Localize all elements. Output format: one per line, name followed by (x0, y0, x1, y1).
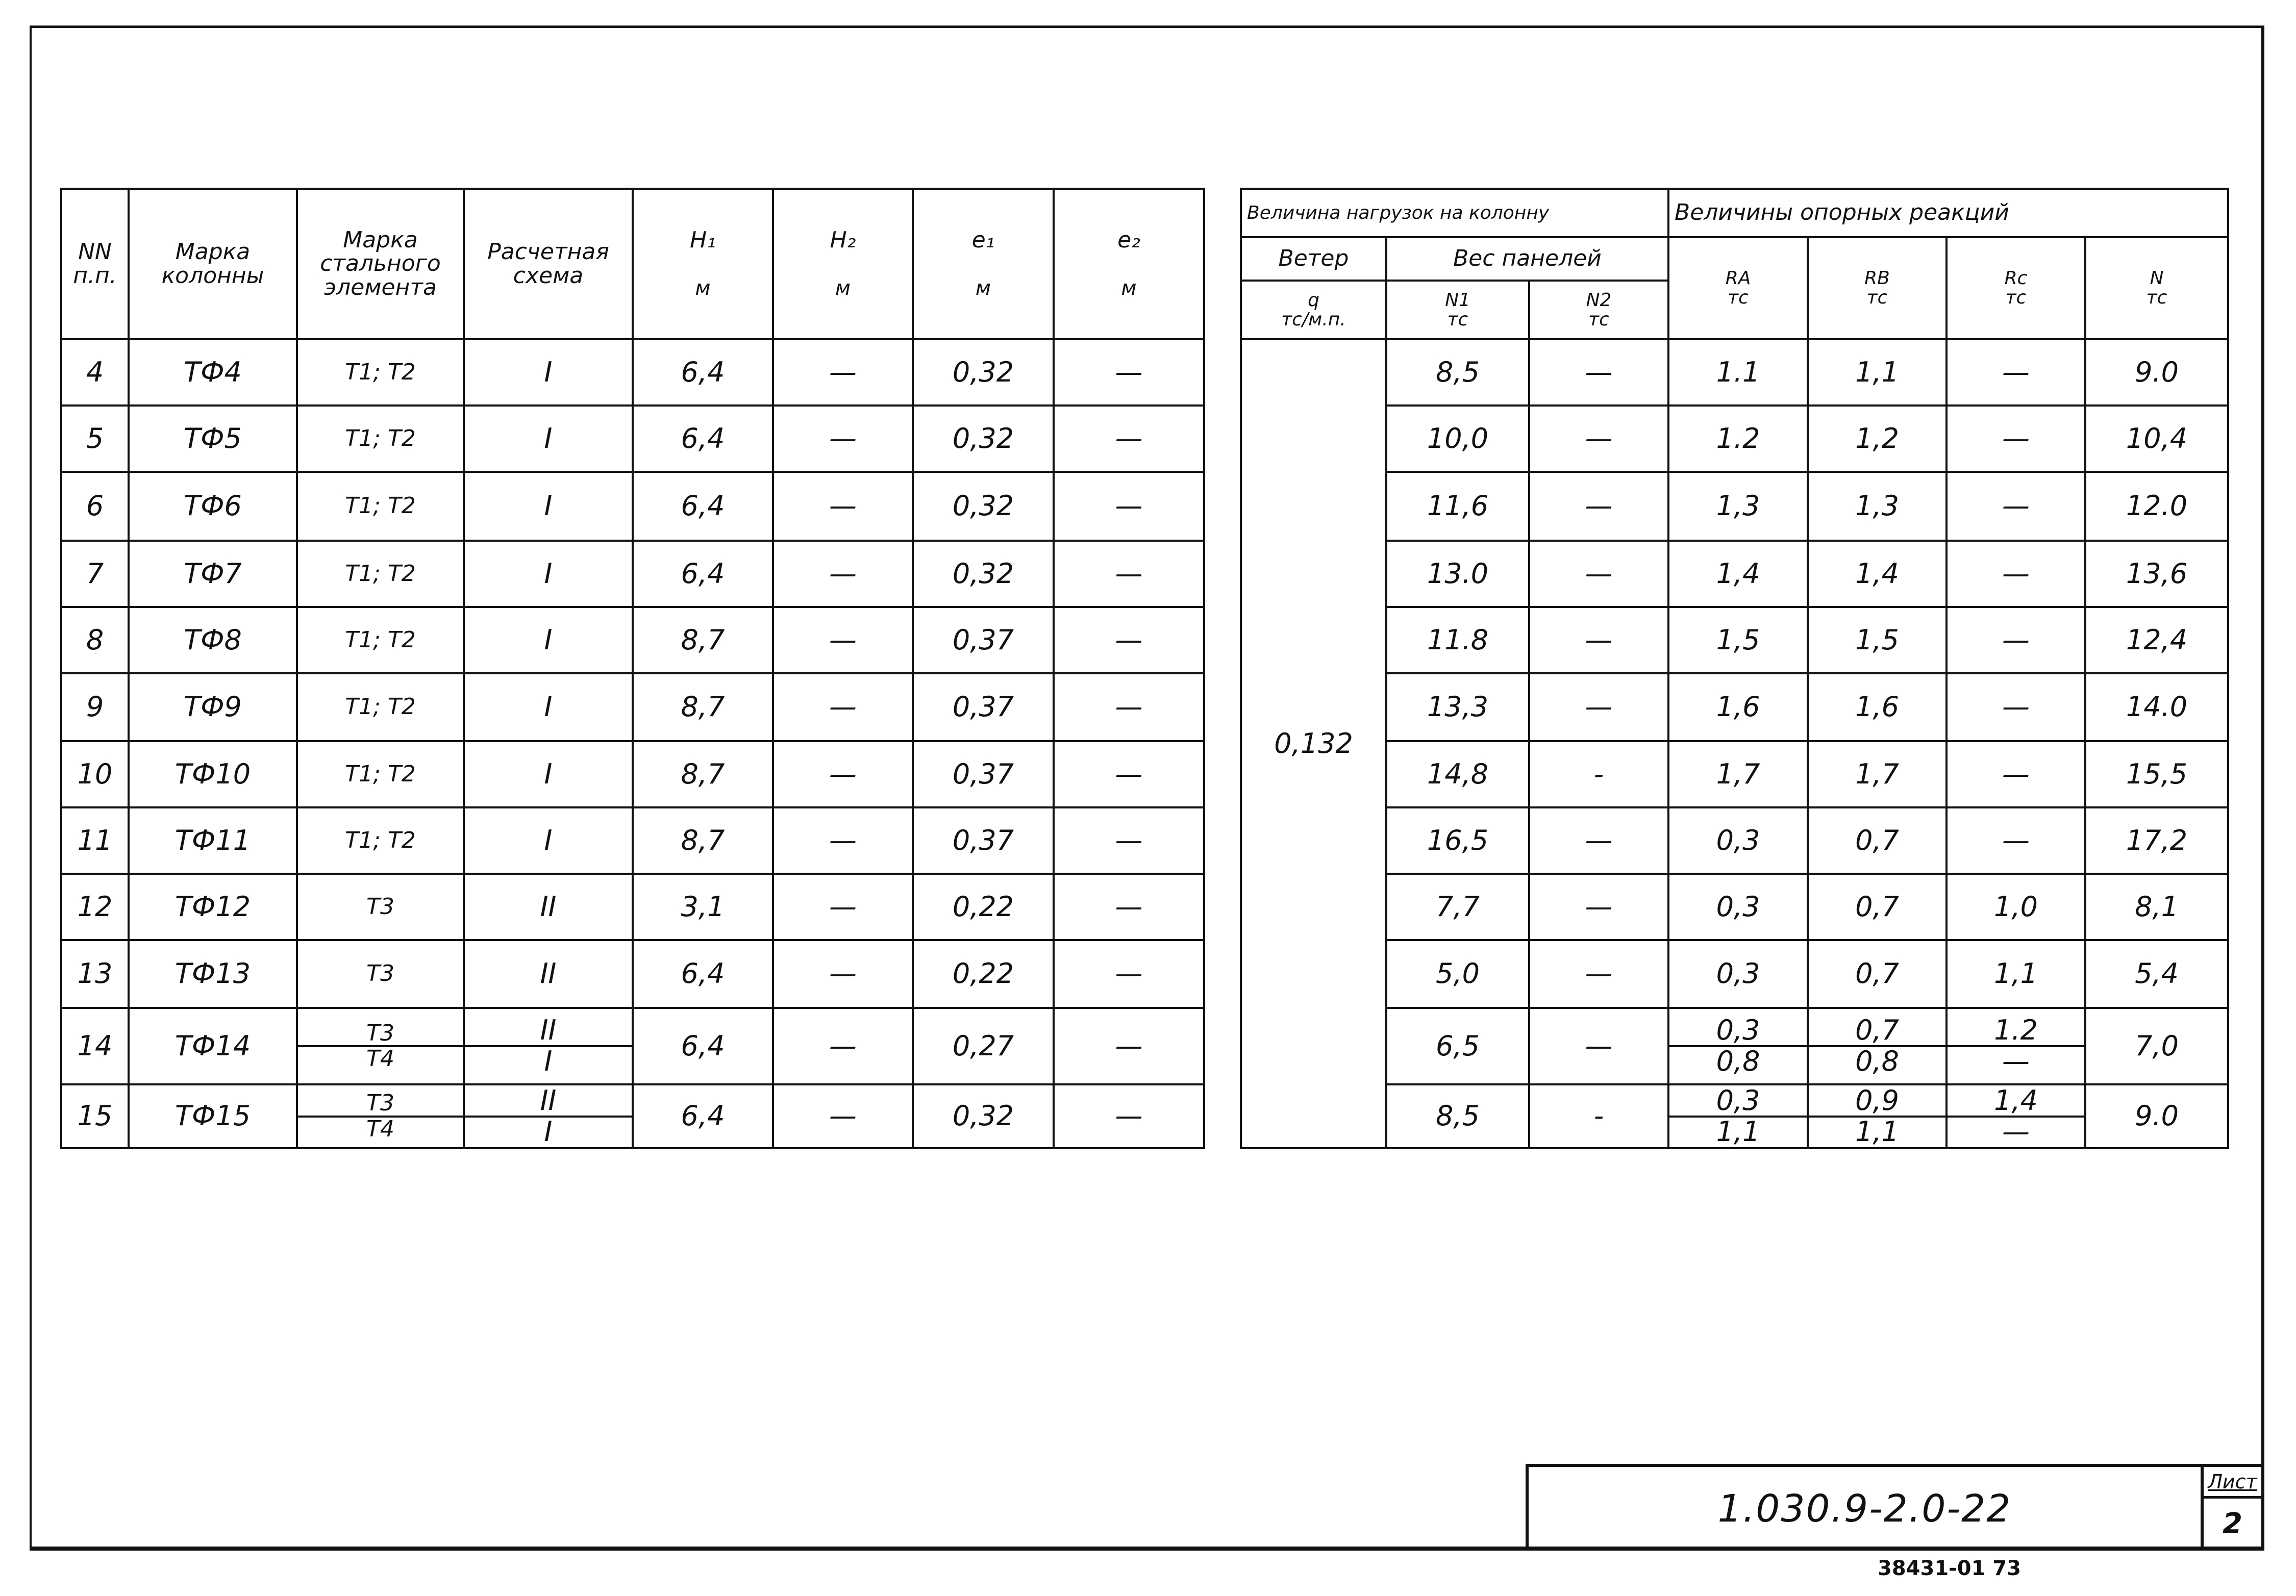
title-block-code: 1.030.9-2.0-22 (1526, 1464, 2201, 1551)
cell-rc-stack (1948, 1086, 2084, 1146)
table-row (61, 673, 1204, 741)
cell-n: 7,0 (2085, 1008, 2228, 1084)
table-row (1241, 807, 2228, 874)
cell-n1: 13,3 (1386, 673, 1529, 741)
table-row (1241, 406, 2228, 472)
cell-n: 5,4 (2085, 940, 2228, 1008)
cell-rb: 0,7 (1808, 940, 1946, 1008)
cell-column-mark: ТФ10 (129, 741, 297, 807)
header-element-mark: Марка стального элемента (297, 189, 464, 339)
cell-scheme-part: I (465, 1116, 632, 1147)
cell-h1: 6,4 (633, 940, 773, 1008)
cell-scheme: II (464, 874, 633, 940)
table-row (1241, 607, 2228, 673)
cell-scheme: I (464, 339, 633, 406)
cell-rb (1808, 1084, 1946, 1148)
cell-e2: — (1054, 940, 1204, 1008)
cell-ra: 1,3 (1668, 472, 1808, 541)
cell-h2: — (773, 339, 913, 406)
drawing-frame-left-border (30, 26, 32, 1551)
cell-rc (1946, 1008, 2085, 1084)
cell-rb-stack (1809, 1016, 1945, 1076)
cell-element-mark (297, 1084, 464, 1148)
cell-column-mark: ТФ9 (129, 673, 297, 741)
header-n1 (1386, 281, 1529, 339)
cell-e2: — (1054, 807, 1204, 874)
header-e2 (1054, 189, 1204, 339)
table-row (61, 940, 1204, 1008)
cell-rb: 0,7 (1808, 807, 1946, 874)
cell-element-mark: Т1; Т2 (297, 339, 464, 406)
cell-scheme: I (464, 472, 633, 541)
cell-e1: 0,37 (913, 673, 1054, 741)
cell-element-mark: Т3 (297, 940, 464, 1008)
header-h1-label: H₁ (690, 227, 716, 254)
cell-wind-q: 0,132 (1241, 339, 1386, 1148)
cell-ra: 1.1 (1668, 339, 1808, 406)
header-h1-unit: м (695, 276, 711, 300)
cell-scheme-part: I (465, 1045, 632, 1076)
cell-ra (1668, 1084, 1808, 1148)
cell-rb: 1,4 (1808, 541, 1946, 607)
cell-n: 10,4 (2085, 406, 2228, 472)
cell-e2: — (1054, 874, 1204, 940)
header-rc (1946, 237, 2085, 339)
cell-rb-part: 1,1 (1809, 1116, 1945, 1147)
header-n-unit: тс (2146, 287, 2167, 308)
cell-n: 9.0 (2085, 339, 2228, 406)
cell-rb-part: 0,8 (1809, 1045, 1945, 1076)
header-rc-unit: тс (2005, 287, 2027, 308)
cell-e1: 0,37 (913, 607, 1054, 673)
cell-ra: 0,3 (1668, 807, 1808, 874)
cell-rb: 0,7 (1808, 874, 1946, 940)
cell-h1: 6,4 (633, 541, 773, 607)
cell-h2: — (773, 541, 913, 607)
cell-column-mark: ТФ14 (129, 1008, 297, 1084)
cell-nn: 7 (61, 541, 129, 607)
cell-nn: 14 (61, 1008, 129, 1084)
cell-h1: 6,4 (633, 472, 773, 541)
cell-nn: 5 (61, 406, 129, 472)
header-e1-unit: м (975, 276, 991, 300)
cell-e2: — (1054, 406, 1204, 472)
cell-n1: 11,6 (1386, 472, 1529, 541)
sheet-box (2201, 1464, 2264, 1551)
cell-n1: 8,5 (1386, 1084, 1529, 1148)
cell-ra: 1,5 (1668, 607, 1808, 673)
cell-n1: 6,5 (1386, 1008, 1529, 1084)
cell-nn: 4 (61, 339, 129, 406)
cell-rc: 1,1 (1946, 940, 2085, 1008)
table-row (1241, 339, 2228, 406)
cell-column-mark: ТФ11 (129, 807, 297, 874)
cell-n2: — (1529, 472, 1668, 541)
cell-rc-part: 1.2 (1994, 1014, 2038, 1047)
cell-e1: 0,37 (913, 807, 1054, 874)
header-q-label: q (1308, 289, 1319, 311)
cell-column-mark: ТФ5 (129, 406, 297, 472)
cell-ra-part: 0,8 (1669, 1045, 1807, 1076)
cell-n2: — (1529, 406, 1668, 472)
cell-rc-part: 1,4 (1994, 1084, 2038, 1117)
cell-n: 17,2 (2085, 807, 2228, 874)
cell-scheme (464, 1008, 633, 1084)
cell-h1: 8,7 (633, 741, 773, 807)
cell-n1: 16,5 (1386, 807, 1529, 874)
cell-ra: 0,3 (1668, 940, 1808, 1008)
cell-e1: 0,22 (913, 940, 1054, 1008)
cell-h1: 6,4 (633, 339, 773, 406)
cell-rb: 1,1 (1808, 339, 1946, 406)
cell-n2: — (1529, 807, 1668, 874)
cell-element-mark: Т3 (297, 874, 464, 940)
archive-stamp: 38431-01 73 (1878, 1557, 2022, 1580)
cell-e2: — (1054, 541, 1204, 607)
cell-rb (1808, 1008, 1946, 1084)
table-row (61, 1084, 1204, 1148)
cell-scheme-part: II (540, 1084, 557, 1117)
header-ra-label: RA (1725, 268, 1751, 289)
cell-h1: 3,1 (633, 874, 773, 940)
table-row (61, 1008, 1204, 1084)
cell-h2: — (773, 607, 913, 673)
cell-rc-part: — (1948, 1116, 2084, 1147)
cell-e2: — (1054, 673, 1204, 741)
cell-rb-part: 0,7 (1855, 1014, 1899, 1047)
header-e2-unit: м (1121, 276, 1137, 300)
cell-h2: — (773, 1008, 913, 1084)
header-nn: NN п.п. (61, 189, 129, 339)
cell-ra: 1,7 (1668, 741, 1808, 807)
header-panel-weight: Вес панелей (1386, 237, 1668, 281)
table-row (61, 339, 1204, 406)
header-n1-label: N1 (1445, 289, 1470, 311)
header-rb-unit: тс (1866, 287, 1888, 308)
header-n (2085, 237, 2228, 339)
cell-scheme: I (464, 807, 633, 874)
cell-scheme (464, 1084, 633, 1148)
cell-scheme-stack (465, 1086, 632, 1146)
cell-rb-part: 0,9 (1855, 1084, 1899, 1117)
header-q (1241, 281, 1386, 339)
header-rb-label: RB (1864, 268, 1890, 289)
cell-column-mark: ТФ8 (129, 607, 297, 673)
cell-h1: 8,7 (633, 807, 773, 874)
table-row (1241, 1084, 2228, 1148)
header-column-mark: Марка колонны (129, 189, 297, 339)
cell-e2: — (1054, 741, 1204, 807)
cell-element-mark: Т1; Т2 (297, 607, 464, 673)
cell-e1: 0,32 (913, 1084, 1054, 1148)
cell-h2: — (773, 741, 913, 807)
cell-n1: 10,0 (1386, 406, 1529, 472)
cell-scheme-part: II (540, 1014, 557, 1047)
header-design-scheme: Расчетная схема (464, 189, 633, 339)
cell-column-mark: ТФ4 (129, 339, 297, 406)
cell-element-mark: Т1; Т2 (297, 541, 464, 607)
cell-column-mark: ТФ13 (129, 940, 297, 1008)
cell-n: 13,6 (2085, 541, 2228, 607)
cell-n2: — (1529, 1008, 1668, 1084)
cell-scheme: I (464, 673, 633, 741)
cell-element-mark (297, 1008, 464, 1084)
cell-column-mark: ТФ6 (129, 472, 297, 541)
cell-h2: — (773, 472, 913, 541)
cell-nn: 12 (61, 874, 129, 940)
table-row (61, 406, 1204, 472)
table-row (1241, 940, 2228, 1008)
cell-rb: 1,5 (1808, 607, 1946, 673)
header-rb (1808, 237, 1946, 339)
cell-rc (1946, 1084, 2085, 1148)
cell-rc: — (1946, 472, 2085, 541)
cell-element-mark: Т1; Т2 (297, 673, 464, 741)
header-h2-unit: м (835, 276, 851, 300)
cell-e1: 0,32 (913, 339, 1054, 406)
cell-n: 12.0 (2085, 472, 2228, 541)
cell-rc: — (1946, 541, 2085, 607)
cell-e1: 0,32 (913, 406, 1054, 472)
cell-scheme: I (464, 607, 633, 673)
header-n-label: N (2150, 268, 2164, 289)
table-row (1241, 541, 2228, 607)
table-row (1241, 1008, 2228, 1084)
cell-h1: 8,7 (633, 607, 773, 673)
cell-e2: — (1054, 472, 1204, 541)
cell-ra-part: 0,3 (1716, 1084, 1760, 1117)
cell-scheme: I (464, 406, 633, 472)
cell-n1: 11.8 (1386, 607, 1529, 673)
cell-rc-stack (1948, 1016, 2084, 1076)
cell-n2: — (1529, 339, 1668, 406)
cell-ra: 0,3 (1668, 874, 1808, 940)
cell-scheme-stack (465, 1016, 632, 1076)
cell-nn: 15 (61, 1084, 129, 1148)
cell-rc: — (1946, 741, 2085, 807)
cell-ra: 1,6 (1668, 673, 1808, 741)
header-n2-label: N2 (1586, 289, 1612, 311)
cell-h1: 6,4 (633, 1084, 773, 1148)
cell-n: 14.0 (2085, 673, 2228, 741)
cell-h2: — (773, 807, 913, 874)
header-e1 (913, 189, 1054, 339)
cell-element-mark-part: Т3 (366, 1090, 394, 1117)
cell-scheme: II (464, 940, 633, 1008)
cell-scheme: I (464, 541, 633, 607)
cell-n1: 5,0 (1386, 940, 1529, 1008)
cell-column-mark: ТФ7 (129, 541, 297, 607)
cell-n2: - (1529, 741, 1668, 807)
cell-nn: 10 (61, 741, 129, 807)
header-wind: Ветер (1241, 237, 1386, 281)
cell-n2: — (1529, 940, 1668, 1008)
cell-rb: 1,2 (1808, 406, 1946, 472)
cell-e2: — (1054, 1084, 1204, 1148)
cell-element-mark-part: Т4 (298, 1116, 463, 1141)
cell-column-mark: ТФ12 (129, 874, 297, 940)
cell-h2: — (773, 940, 913, 1008)
cell-ra-stack (1669, 1086, 1807, 1146)
cell-rc: — (1946, 807, 2085, 874)
cell-h1: 8,7 (633, 673, 773, 741)
sheet-number: 2 (2223, 1507, 2242, 1540)
cell-rb: 1,3 (1808, 472, 1946, 541)
cell-nn: 11 (61, 807, 129, 874)
cell-h2: — (773, 1084, 913, 1148)
table-row (61, 807, 1204, 874)
header-ra (1668, 237, 1808, 339)
header-h2 (773, 189, 913, 339)
cell-nn: 8 (61, 607, 129, 673)
header-reactions-group: Величины опорных реакций (1668, 189, 2228, 237)
cell-rb-stack (1809, 1086, 1945, 1146)
cell-n: 12,4 (2085, 607, 2228, 673)
cell-element-mark: Т1; Т2 (297, 406, 464, 472)
cell-rc: — (1946, 607, 2085, 673)
cell-n1: 14,8 (1386, 741, 1529, 807)
table-row (61, 472, 1204, 541)
cell-rb: 1,7 (1808, 741, 1946, 807)
cell-e1: 0,22 (913, 874, 1054, 940)
cell-rc-part: — (1948, 1045, 2084, 1076)
table-row (1241, 741, 2228, 807)
cell-nn: 13 (61, 940, 129, 1008)
cell-n1: 8,5 (1386, 339, 1529, 406)
cell-h2: — (773, 406, 913, 472)
cell-n: 15,5 (2085, 741, 2228, 807)
table-row (61, 741, 1204, 807)
cell-rc: 1,0 (1946, 874, 2085, 940)
cell-rc: — (1946, 339, 2085, 406)
cell-e1: 0,37 (913, 741, 1054, 807)
cell-e1: 0,27 (913, 1008, 1054, 1084)
cell-rb: 1,6 (1808, 673, 1946, 741)
cell-nn: 9 (61, 673, 129, 741)
cell-element-mark: Т1; Т2 (297, 807, 464, 874)
cell-n1: 13.0 (1386, 541, 1529, 607)
cell-h1: 6,4 (633, 406, 773, 472)
sheet-label: Лист (2204, 1467, 2261, 1499)
cell-n1: 7,7 (1386, 874, 1529, 940)
cell-ra: 1,4 (1668, 541, 1808, 607)
cell-scheme: I (464, 741, 633, 807)
table-row (1241, 472, 2228, 541)
table-row (61, 874, 1204, 940)
table-row (61, 607, 1204, 673)
cell-e1: 0,32 (913, 541, 1054, 607)
cell-element-mark-part: Т3 (366, 1020, 394, 1046)
header-n2-unit: тс (1588, 309, 1609, 330)
cell-n2: - (1529, 1084, 1668, 1148)
cell-n2: — (1529, 541, 1668, 607)
table-row (1241, 673, 2228, 741)
cell-ra: 1.2 (1668, 406, 1808, 472)
cell-e2: — (1054, 339, 1204, 406)
cell-h2: — (773, 673, 913, 741)
cell-ra-part: 1,1 (1669, 1116, 1807, 1147)
header-q-unit: тс/м.п. (1281, 309, 1346, 330)
table-row (1241, 874, 2228, 940)
cell-rc: — (1946, 406, 2085, 472)
cell-element-mark-part: Т4 (298, 1045, 463, 1071)
cell-n2: — (1529, 874, 1668, 940)
cell-h2: — (773, 874, 913, 940)
cell-rc: — (1946, 673, 2085, 741)
cell-ra-stack (1669, 1016, 1807, 1076)
cell-e2: — (1054, 1008, 1204, 1084)
cell-n: 8,1 (2085, 874, 2228, 940)
columns-geometry-table (60, 188, 1205, 1149)
cell-e1: 0,32 (913, 472, 1054, 541)
header-e1-label: e₁ (971, 227, 995, 254)
header-n2 (1529, 281, 1668, 339)
header-e2-label: e₂ (1117, 227, 1140, 254)
cell-ra-part: 0,3 (1716, 1014, 1760, 1047)
cell-element-mark-stack (298, 1022, 463, 1071)
header-loads-group: Величина нагрузок на колонну (1241, 189, 1668, 237)
cell-column-mark: ТФ15 (129, 1084, 297, 1148)
header-n1-unit: тс (1447, 309, 1468, 330)
header-ra-unit: тс (1728, 287, 1749, 308)
cell-n: 9.0 (2085, 1084, 2228, 1148)
cell-n2: — (1529, 673, 1668, 741)
cell-ra (1668, 1008, 1808, 1084)
cell-n2: — (1529, 607, 1668, 673)
cell-nn: 6 (61, 472, 129, 541)
header-h2-label: H₂ (830, 227, 856, 254)
header-rc-label: Rc (2004, 268, 2028, 289)
cell-h1: 6,4 (633, 1008, 773, 1084)
cell-element-mark: Т1; Т2 (297, 472, 464, 541)
header-h1 (633, 189, 773, 339)
table-row (61, 541, 1204, 607)
cell-element-mark: Т1; Т2 (297, 741, 464, 807)
loads-and-reactions-table (1240, 188, 2229, 1149)
cell-e2: — (1054, 607, 1204, 673)
cell-element-mark-stack (298, 1092, 463, 1141)
